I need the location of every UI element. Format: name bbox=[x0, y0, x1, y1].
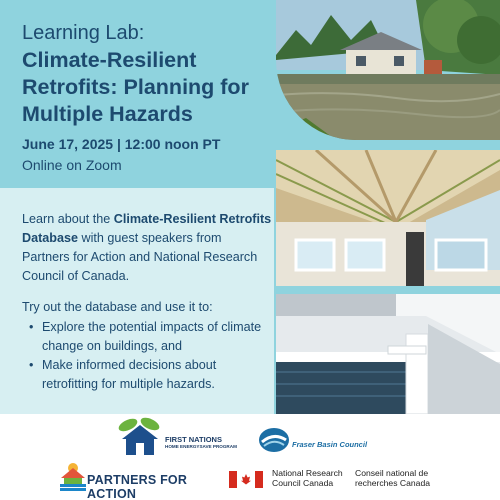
nrc-logo bbox=[229, 468, 449, 498]
roof-gutter-photo bbox=[276, 294, 500, 414]
benefit-item: • Explore the potential impacts of climate change on buildings, and bbox=[22, 318, 272, 356]
fraser-basin-logo bbox=[258, 426, 378, 456]
benefit-item: • Make informed decisions about retrofitting for multiple hazards. bbox=[22, 356, 272, 394]
database-name: Climate-Resilient Retrofits Database bbox=[22, 212, 272, 245]
event-eyebrow: Learning Lab: bbox=[22, 22, 145, 44]
first-nations-line2: HOME ENERGYSAVE PROGRAM bbox=[165, 444, 237, 449]
nrc-english: National Research Council Canada bbox=[272, 468, 343, 488]
partner-logos bbox=[0, 414, 500, 500]
intro-paragraph bbox=[22, 210, 272, 286]
try-label: Try out the database and use it to: bbox=[22, 300, 213, 314]
event-date-time: June 17, 2025 | 12:00 noon PT bbox=[22, 136, 221, 152]
flooded-house-photo bbox=[276, 0, 500, 140]
partners-for-action-text: PARTNERS FOR ACTION bbox=[87, 473, 188, 500]
intro-suffix: with guest speakers from Partners for Action and National Research Council of Canada. bbox=[22, 231, 258, 283]
nrc-french: Conseil national de recherches Canada bbox=[355, 468, 431, 488]
intro-prefix: Learn about the bbox=[22, 212, 114, 226]
event-title: Climate-Resilient Retrofits: Planning for Multiple Hazards bbox=[22, 48, 249, 126]
first-nations-line1: FIRST NATIONS bbox=[165, 435, 222, 444]
canada-flag-icon bbox=[229, 471, 263, 488]
first-nations-logo bbox=[116, 417, 246, 455]
attic-insulation-photo bbox=[276, 150, 500, 286]
benefit-list bbox=[22, 318, 272, 394]
fraser-basin-text: Fraser Basin Council bbox=[292, 440, 368, 449]
partners-for-action-logo bbox=[60, 462, 210, 500]
event-platform: Online on Zoom bbox=[22, 157, 122, 173]
